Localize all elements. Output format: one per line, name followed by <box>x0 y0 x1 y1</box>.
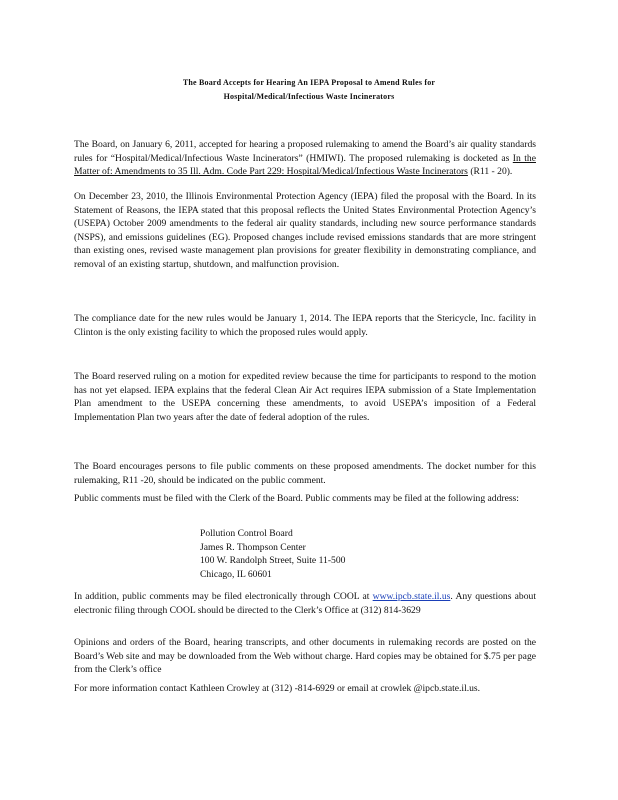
paragraph-filing-instructions: Public comments must be filed with the Clerk of the Board. Public comments may be filed at the following address: <box>74 493 519 504</box>
docket-title: In the Matter of: Amendments to 35 Ill. Adm. Code Part 229: Hospital/Medical/Infectious Waste Incinerators <box>74 152 536 178</box>
paragraph-1-text: The Board, on January 6, 2011, accepted for hearing a proposed rulemaking to amend the Board’s air quality standards rules for “Hospital/Medical/Infectious Waste Incinerators” (HMIWI). The proposed rulemaking is docketed as <box>74 139 536 164</box>
paragraph-accepted-for-hearing <box>74 138 536 179</box>
title-line-2: Hospital/Medical/Infectious Waste Incinerators <box>223 92 395 101</box>
paragraph-expedited-review: The Board reserved ruling on a motion for expedited review because the time for participants to respond to the motion has not yet elapsed. IEPA explains that the federal Clean Air Act requires IEPA submission of a State Implementation Plan amendment to the USEPA concerning these amendments, to avoid USEPA’s imposition of a Federal Implementation Plan two years after the date of federal adoption of the rules. <box>74 371 536 423</box>
address-line-4: Chicago, IL 60601 <box>200 568 272 580</box>
address-line-2: James R. Thompson Center <box>200 541 306 553</box>
title-line-1: The Board Accepts for Hearing An IEPA Proposal to Amend Rules for <box>182 78 436 87</box>
mailing-address <box>200 527 345 581</box>
paragraph-electronic-filing <box>74 590 536 617</box>
address-line-3: 100 W. Randolph Street, Suite 11-500 <box>200 555 346 567</box>
paragraph-proposal-filed: On December 23, 2010, the Illinois Environmental Protection Agency (IEPA) filed the proposal with the Board. In its Statement of Reasons, the IEPA stated that this proposal reflects the United States Environmental Protection Agency’s (USEPA) October 2009 amendments to the federal air quality standards, including new source performance standards (NSPS), and emissions guidelines (EG). Proposed changes include revised emissions standards that are more stringent than existing ones, revised waste management plan provisions for greater flexibility in demonstrating compliance, and removal of an existing startup, shutdown, and malfunction provision. <box>74 191 536 270</box>
paragraph-public-comments: The Board encourages persons to file public comments on these proposed amendments. The docket number for this rulemaking, R11 -20, should be indicated on the public comment. <box>74 461 536 486</box>
address-line-1: Pollution Control Board <box>200 528 293 539</box>
cool-website-link[interactable]: www.ipcb.state.il.us <box>372 591 451 602</box>
paragraph-compliance-date: The compliance date for the new rules would be January 1, 2014. The IEPA reports that the Stericycle, Inc. facility in Clinton is the only existing facility to which the proposed rules would apply. <box>74 313 536 338</box>
docket-number: (R11 - 20). <box>467 166 513 178</box>
paragraph-7-text-b: . Any questions about electronic filing through COOL should be directed to the Clerk’s Office at (312) 814-3629 <box>74 591 536 616</box>
paragraph-contact-information: For more information contact Kathleen Crowley at (312) -814-6929 or email at crowlek @ipcb.state.il.us. <box>74 683 481 694</box>
paragraph-opinions-orders: Opinions and orders of the Board, hearing transcripts, and other documents in rulemaking records are posted on the Board’s Web site and may be downloaded from the Web without charge. Hard copies may be obtained for $.75 per page from the Clerk’s office <box>74 637 536 676</box>
paragraph-7-text-a: In addition, public comments may be filed electronically through COOL at <box>74 591 373 602</box>
document-title <box>72 76 546 104</box>
